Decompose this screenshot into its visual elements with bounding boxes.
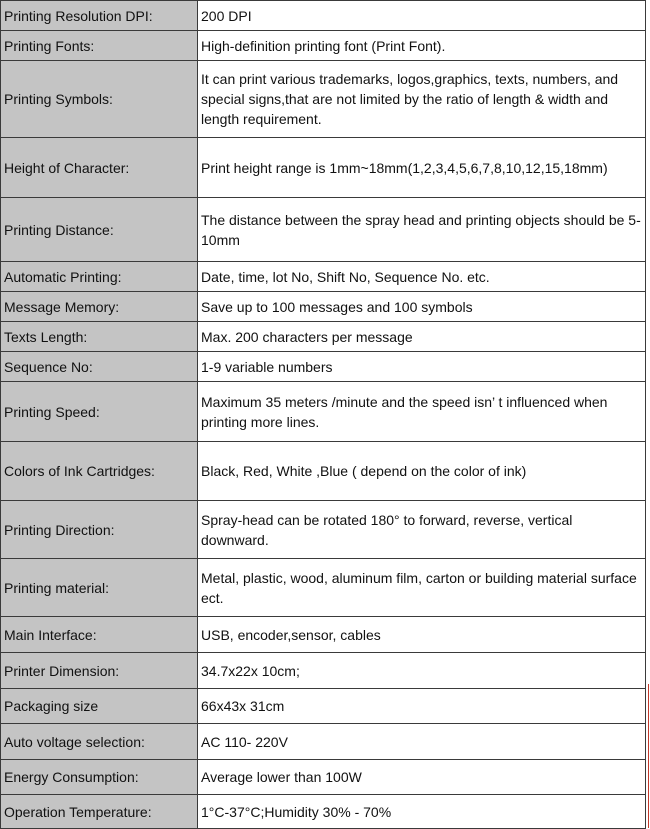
spec-row — [1, 352, 646, 382]
spec-label: Energy Consumption: — [1, 760, 198, 795]
spec-label: Printing material: — [1, 559, 198, 617]
spec-value: High-definition printing font (Print Font). — [198, 31, 646, 61]
spec-row — [1, 501, 646, 559]
spec-row — [1, 1, 646, 31]
spec-label: Auto voltage selection: — [1, 724, 198, 760]
spec-label: Printer Dimension: — [1, 653, 198, 689]
spec-label: Operation Temperature: — [1, 795, 198, 829]
spec-label: Printing Resolution DPI: — [1, 1, 198, 31]
spec-value: Maximum 35 meters /minute and the speed isn’ t influenced when printing more lines. — [198, 382, 646, 442]
spec-value: It can print various trademarks, logos,graphics, texts, numbers, and special signs,that are not limited by the ratio of length & width and length requirement. — [198, 61, 646, 138]
spec-label: Height of Character: — [1, 138, 198, 198]
spec-label: Packaging size — [1, 689, 198, 724]
spec-label: Printing Fonts: — [1, 31, 198, 61]
edge-divider — [648, 684, 649, 828]
spec-value: 66x43x 31cm — [198, 689, 646, 724]
spec-label: Automatic Printing: — [1, 262, 198, 292]
spec-label: Texts Length: — [1, 322, 198, 352]
spec-label: Printing Symbols: — [1, 61, 198, 138]
spec-row — [1, 724, 646, 760]
spec-value: USB, encoder,sensor, cables — [198, 617, 646, 653]
spec-value: 1-9 variable numbers — [198, 352, 646, 382]
spec-row — [1, 382, 646, 442]
spec-value: The distance between the spray head and printing objects should be 5-10mm — [198, 198, 646, 262]
spec-value: Max. 200 characters per message — [198, 322, 646, 352]
spec-row — [1, 442, 646, 501]
spec-label: Main Interface: — [1, 617, 198, 653]
spec-value: Date, time, lot No, Shift No, Sequence No. etc. — [198, 262, 646, 292]
spec-row — [1, 262, 646, 292]
spec-value: 1°C-37°C;Humidity 30% - 70% — [198, 795, 646, 829]
spec-value: Save up to 100 messages and 100 symbols — [198, 292, 646, 322]
spec-row — [1, 31, 646, 61]
spec-label: Message Memory: — [1, 292, 198, 322]
spec-row — [1, 61, 646, 138]
spec-value: 34.7x22x 10cm; — [198, 653, 646, 689]
spec-label: Printing Distance: — [1, 198, 198, 262]
spec-value: 200 DPI — [198, 1, 646, 31]
spec-row — [1, 760, 646, 795]
spec-row — [1, 559, 646, 617]
spec-row — [1, 689, 646, 724]
spec-row — [1, 292, 646, 322]
spec-value: Print height range is 1mm~18mm(1,2,3,4,5,6,7,8,10,12,15,18mm) — [198, 138, 646, 198]
spec-row — [1, 138, 646, 198]
spec-label: Printing Direction: — [1, 501, 198, 559]
spec-row — [1, 653, 646, 689]
spec-row — [1, 795, 646, 829]
spec-value: Spray-head can be rotated 180° to forward, reverse, vertical downward. — [198, 501, 646, 559]
spec-value: Average lower than 100W — [198, 760, 646, 795]
spec-value: AC 110- 220V — [198, 724, 646, 760]
spec-label: Colors of Ink Cartridges: — [1, 442, 198, 501]
spec-value: Black, Red, White ,Blue ( depend on the color of ink) — [198, 442, 646, 501]
spec-value: Metal, plastic, wood, aluminum film, carton or building material surface ect. — [198, 559, 646, 617]
spec-row — [1, 198, 646, 262]
spec-row — [1, 322, 646, 352]
spec-label: Sequence No: — [1, 352, 198, 382]
spec-row — [1, 617, 646, 653]
spec-label: Printing Speed: — [1, 382, 198, 442]
